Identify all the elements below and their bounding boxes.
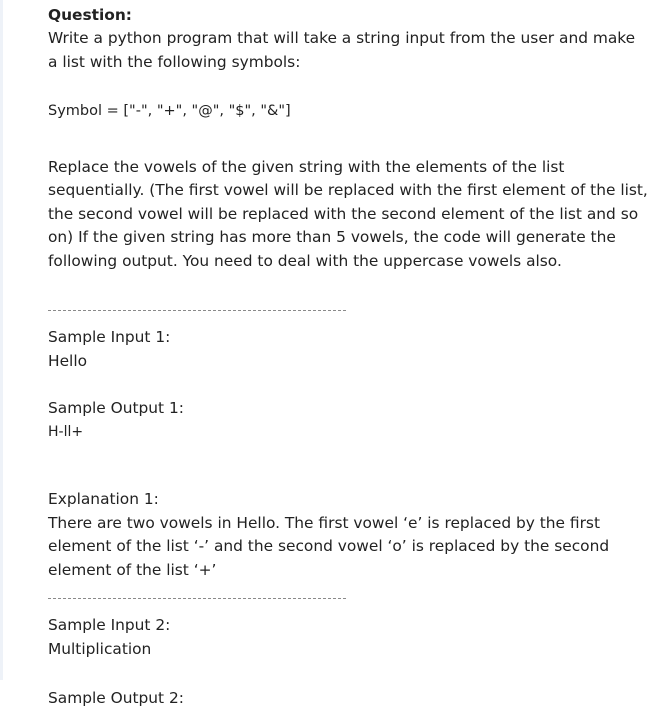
instructions-paragraph: Replace the vowels of the given string with the elements of the list sequentially. (The first vowel will be replaced with the first element of the list, the second vowel will be replaced with the second element of the list and so on) If the given string has more than 5 vowels, the code will generate the following output. You need to deal with the uppercase vowels also. <box>48 157 648 270</box>
question-heading: Question: <box>48 6 132 24</box>
section-divider-1 <box>48 310 346 311</box>
sample-input-1-label: Sample Input 1: <box>48 328 171 346</box>
sample-output-1-label: Sample Output 1: <box>48 399 184 417</box>
explanation-1-text: There are two vowels in Hello. The first vowel ‘e’ is replaced by the first element of the list ‘-’ and the second vowel ‘o’ is replaced by the second element of the list ‘+’ <box>48 513 610 579</box>
sample-input-2-label: Sample Input 2: <box>48 616 171 634</box>
sample-output-2-label: Sample Output 2: <box>48 689 184 707</box>
section-divider-2 <box>48 598 346 599</box>
document-body <box>48 4 648 711</box>
question-intro: Write a python program that will take a string input from the user and make a list with the following symbols: <box>48 29 636 71</box>
sample-input-1-value: Hello <box>48 351 88 370</box>
sample-input-2-value: Multiplication <box>48 639 152 658</box>
explanation-1-label: Explanation 1: <box>48 490 159 508</box>
page-margin-rule <box>0 0 3 680</box>
sample-output-1-value: H-ll+ <box>48 423 84 440</box>
symbol-list-line: Symbol = ["-", "+", "@", "$", "&"] <box>48 103 291 119</box>
